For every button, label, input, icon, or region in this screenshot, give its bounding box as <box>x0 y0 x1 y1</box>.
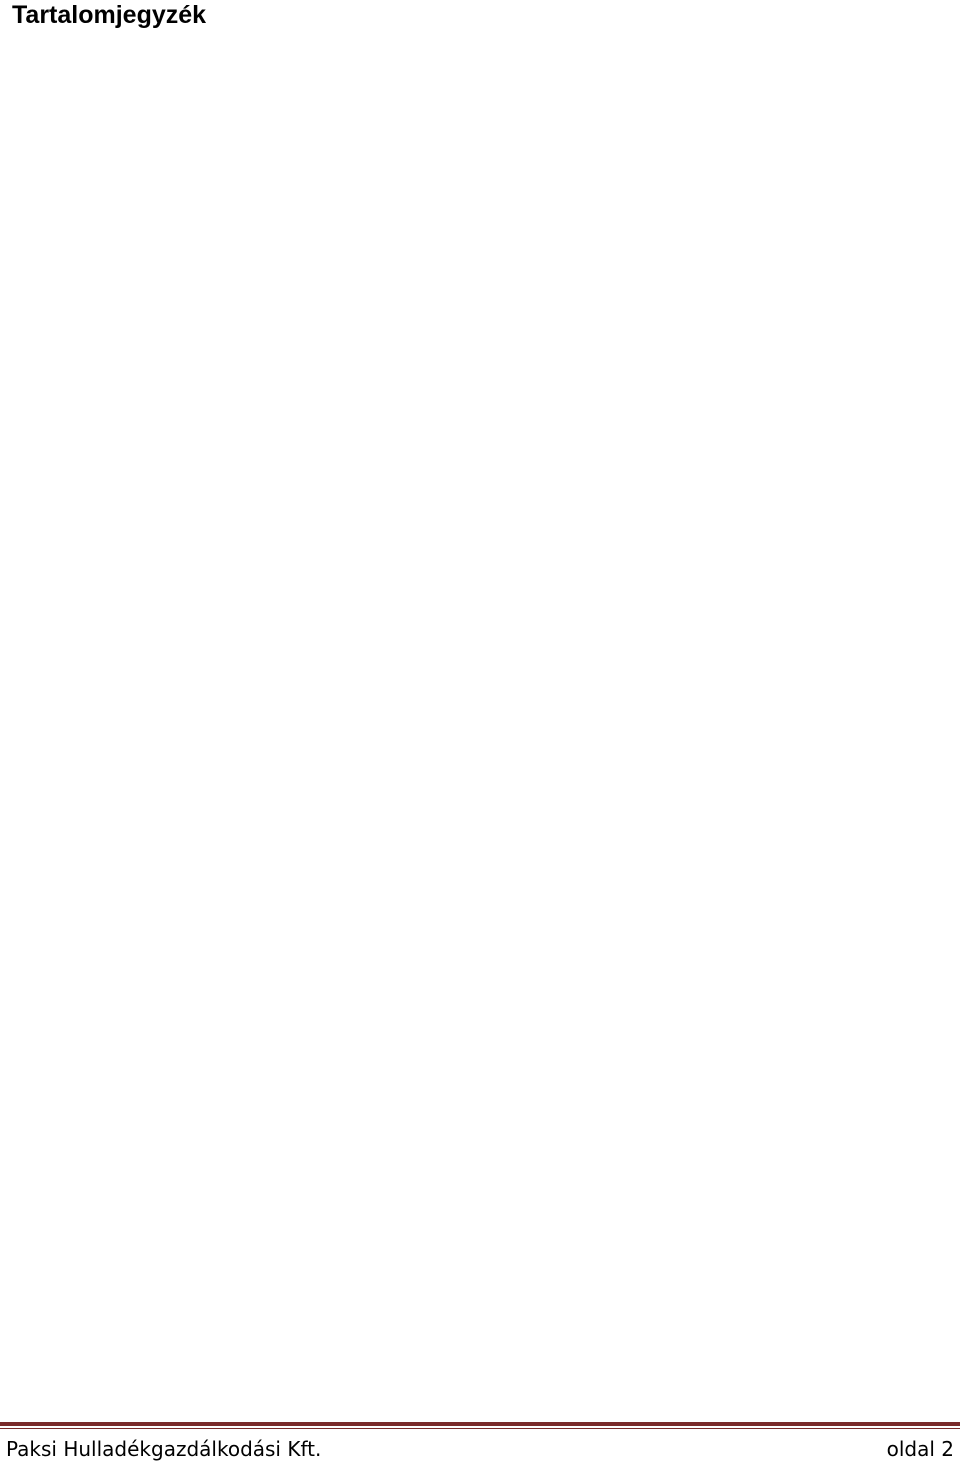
page-title: Tartalomjegyzék <box>12 1 207 29</box>
footer-page-number: oldal 2 <box>886 1437 954 1461</box>
footer-rule <box>0 1422 960 1430</box>
footer-rule-thin <box>0 1428 960 1429</box>
footer-company-name: Paksi Hulladékgazdálkodási Kft. <box>6 1437 322 1461</box>
footer-rule-thick <box>0 1422 960 1426</box>
